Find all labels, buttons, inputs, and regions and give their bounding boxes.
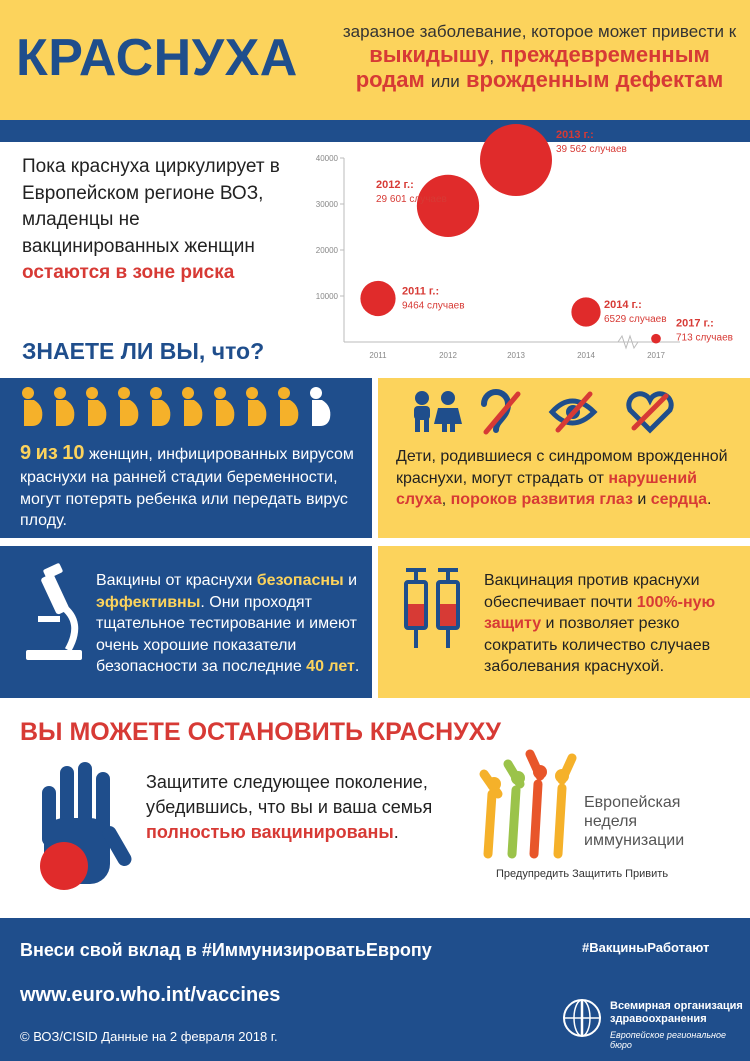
births-text: родам <box>355 66 425 92</box>
panel3-t4: . <box>354 658 360 676</box>
panel2-body: Дети, родившиеся с синдромом врожденной краснухи, могут страдать от <box>396 448 728 487</box>
eiw-line3: иммунизации <box>584 832 685 850</box>
panel4-t1: Вакцинация против краснухи обеспечивает почти <box>484 572 700 611</box>
panel1-text <box>20 440 360 532</box>
chart-point-year-label: 2017 г.: <box>676 317 714 330</box>
panel2-text <box>396 446 741 511</box>
intro-text <box>22 154 292 287</box>
chart-point-year-label: 2013 г.: <box>556 129 594 142</box>
pregnant-woman-icon <box>150 387 170 426</box>
forty-years-text: 40 лет <box>306 658 355 676</box>
page-title: КРАСНУХА <box>16 29 298 87</box>
who-name <box>610 1000 743 1026</box>
immunization-week-slogan: Предупредить Защитить Привить <box>496 868 669 880</box>
chart-y-tick-label: 20000 <box>315 246 338 255</box>
immunization-week-logo <box>474 744 582 868</box>
chart-point-year-label: 2011 г.: <box>402 285 440 298</box>
header-subtitle <box>337 22 742 92</box>
who-line1: Всемирная организация <box>610 1000 743 1012</box>
website-link[interactable]: www.euro.who.int/vaccines <box>20 984 281 1006</box>
panel3-t1: Вакцины от краснухи <box>96 572 257 589</box>
header-line1: заразное заболевание, которое может привести к <box>342 22 737 41</box>
children-icon <box>414 391 462 432</box>
chart-y-tick-label: 40000 <box>315 154 338 163</box>
defects-text: врожденным дефектам <box>465 66 724 92</box>
copyright-text: © ВОЗ/CISID Данные на 2 февраля 2018 г. <box>20 1029 278 1044</box>
nine-text: 9 <box>20 442 32 464</box>
contribute-hashtag: Внеси свой вклад в #ИммунизироватьЕвропу <box>20 940 432 960</box>
intro-highlight: остаются в зоне риска <box>22 262 235 284</box>
chart-point-year-label: 2012 г.: <box>376 178 414 191</box>
immunization-week-title <box>584 793 734 851</box>
panel4-text <box>484 570 746 678</box>
protect-text <box>146 770 466 846</box>
pregnant-woman-icon <box>214 387 234 426</box>
who-region: Европейское региональное бюро <box>610 1030 727 1050</box>
fully-vaccinated-text: полностью вакцинированы <box>146 822 394 843</box>
syringe-icon <box>398 566 470 652</box>
vaccines-work-hashtag: #ВакциныРаботают <box>582 940 710 955</box>
effective-text: эффективны <box>96 593 201 611</box>
ten-text: 10 <box>62 442 85 464</box>
panel3-t3: . Они проходят тщательное тестирование и имеют очень хорошие показатели безопасности за последние <box>96 593 357 676</box>
intro-body: Пока краснуха циркулирует в Европейском регионе ВОЗ, младенцы не вакцинированных женщин <box>22 156 280 257</box>
chart-point-value-label: 713 случаев <box>676 332 733 344</box>
sep1-text: , <box>441 491 451 509</box>
pregnant-woman-icon <box>86 387 106 426</box>
pregnant-women-icons <box>18 386 348 436</box>
chart-point-value-label: 39 562 случаев <box>556 144 627 156</box>
eye-impaired-icon <box>552 394 594 430</box>
premature-text: преждевременным <box>500 41 710 67</box>
panel1-body: женщин, инфицированных вирусом краснухи на ранней стадии беременности, могут потерять ребенка или передать вирус плоду. <box>20 446 354 530</box>
panel2-end: . <box>707 491 712 509</box>
crs-icons <box>404 390 684 440</box>
hearing-impaired-icon <box>484 392 518 432</box>
chart-y-tick-label: 30000 <box>315 200 338 209</box>
chart-x-tick-label: 2014 <box>577 351 595 360</box>
chart-point <box>480 124 552 196</box>
chart-point <box>571 297 600 326</box>
protect-body: Защитите следующее поколение, убедившись, что вы и ваша семья <box>146 772 433 818</box>
chart-point-value-label: 29 601 случаев <box>376 193 447 205</box>
chart-y-tick-label: 10000 <box>315 292 338 301</box>
pregnant-woman-icon <box>54 387 74 426</box>
pregnant-woman-icon <box>278 387 298 426</box>
eyes-text: пороков развития глаз <box>450 491 633 509</box>
who-line2: здравоохранения <box>610 1013 707 1026</box>
pregnant-woman-icon <box>22 387 42 426</box>
chart-x-tick-label: 2012 <box>439 351 457 360</box>
of-text: из <box>35 442 58 464</box>
safe-text: безопасны <box>256 572 344 589</box>
hand-icon <box>30 758 130 898</box>
chart-point <box>417 175 479 237</box>
pregnant-woman-icon <box>118 387 138 426</box>
comma-text: , <box>489 46 495 66</box>
header-stripe <box>0 120 750 142</box>
who-emblem-icon <box>560 996 604 1040</box>
eiw-line1: Европейская <box>584 794 681 811</box>
or-text: или <box>430 71 460 91</box>
chart-x-tick-label: 2017 <box>647 351 665 360</box>
panel3-text <box>96 570 366 678</box>
stop-rubella-heading: ВЫ МОЖЕТЕ ОСТАНОВИТЬ КРАСНУХУ <box>20 718 501 746</box>
cases-chart <box>300 129 750 365</box>
header-line2 <box>337 42 742 67</box>
header-line3 <box>337 67 742 92</box>
chart-point <box>651 334 661 344</box>
chart-point-value-label: 9464 случаев <box>402 300 465 312</box>
panel4-t2: и позволяет резко сократить количество случаев заболевания краснухой. <box>484 615 711 676</box>
chart-point <box>360 281 395 316</box>
sep2-text: и <box>632 491 651 509</box>
pregnant-woman-icon <box>310 387 330 426</box>
eiw-line2: неделя <box>584 813 638 831</box>
pregnant-woman-icon <box>246 387 266 426</box>
chart-point-year-label: 2014 г.: <box>604 298 642 311</box>
protect-end: . <box>393 822 399 843</box>
chart-x-tick-label: 2013 <box>507 351 525 360</box>
panel3-t2: и <box>343 572 358 589</box>
chart-x-tick-label: 2011 <box>369 351 387 360</box>
hearing-text: нарушений слуха <box>396 469 697 509</box>
microscope-icon <box>22 566 84 662</box>
full-protection-text: 100%-ную защиту <box>484 593 716 633</box>
miscarriage-text: выкидышу <box>369 41 490 67</box>
pregnant-woman-icon <box>182 387 202 426</box>
heart-text: сердца <box>650 491 707 509</box>
did-you-know-heading: ЗНАЕТЕ ЛИ ВЫ, что? <box>22 338 265 364</box>
heart-impaired-icon <box>629 394 671 430</box>
chart-point-value-label: 6529 случаев <box>604 313 667 325</box>
chart-points <box>360 124 733 344</box>
